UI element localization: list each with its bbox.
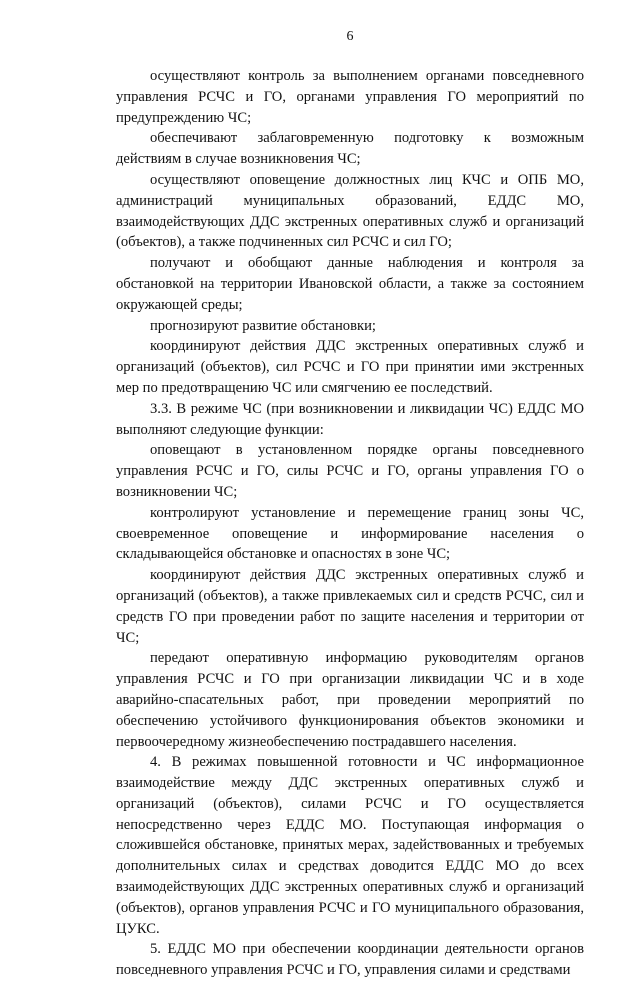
paragraph: 4. В режимах повышенной готовности и ЧС информационное взаимодействие между ДДС экстренных оперативных служб и организаций (объектов), силами РСЧС и ГО осуществляется непосредственно через ЕДДС МО. Поступающая информация о сложившейся обстановке, принятых мерах, задействованных и требуемых дополнительных силах и средствах доводится ЕДДС МО до всех взаимодействующих ДДС экстренных оперативных служб и организаций (объектов), органов управления РСЧС и ГО муниципального образования, ЦУКС. [116,754,584,937]
document-body [116,66,584,981]
paragraph: осуществляют оповещение должностных лиц КЧС и ОПБ МО, администраций муниципальных образований, ЕДДС МО, взаимодействующих ДДС экстренных оперативных служб и организаций (объектов), а также подчиненных сил РСЧС и сил ГО; [116,171,584,251]
paragraph: координируют действия ДДС экстренных оперативных служб и организаций (объектов), сил РСЧС и ГО при принятии ими экстренных мер по предотвращению ЧС или смягчению ее последствий. [116,338,584,396]
paragraph: контролируют установление и перемещение границ зоны ЧС, своевременное оповещение и информирование населения о складывающейся обстановке и опасностях в зоне ЧС; [116,504,584,563]
paragraph: 3.3. В режиме ЧС (при возникновении и ликвидации ЧС) ЕДДС МО выполняют следующие функции: [116,400,584,438]
paragraph: обеспечивают заблаговременную подготовку к возможным действиям в случае возникновения ЧС; [116,130,584,168]
paragraph: прогнозируют развитие обстановки; [150,317,376,334]
paragraph: получают и обобщают данные наблюдения и контроля за обстановкой на территории Ивановской области, а также за состоянием окружающей среды; [116,255,584,313]
paragraph: 5. ЕДДС МО при обеспечении координации деятельности органов повседневного управления РСЧС и ГО, управления силами и средствами [116,941,584,979]
paragraph: осуществляют контроль за выполнением органами повседневного управления РСЧС и ГО, органами управления ГО мероприятий по предупреждению ЧС; [116,68,584,126]
paragraph: координируют действия ДДС экстренных оперативных служб и организаций (объектов), а также привлекаемых сил и средств РСЧС, сил и средств ГО при проведении работ по защите населения и территории от ЧС; [116,567,584,646]
paragraph: оповещают в установленном порядке органы повседневного управления РСЧС и ГО, силы РСЧС и ГО, органы управления ГО о возникновении ЧС; [116,442,584,500]
page-number: 6 [346,29,354,44]
paragraph: передают оперативную информацию руководителям органов управления РСЧС и ГО при организации ликвидации ЧС и в ходе аварийно-спасательных работ, при проведении мероприятий по обеспечению устойчивого функционирования объектов экономики и первоочередному жизнеобеспечению пострадавшего населения. [116,650,584,750]
